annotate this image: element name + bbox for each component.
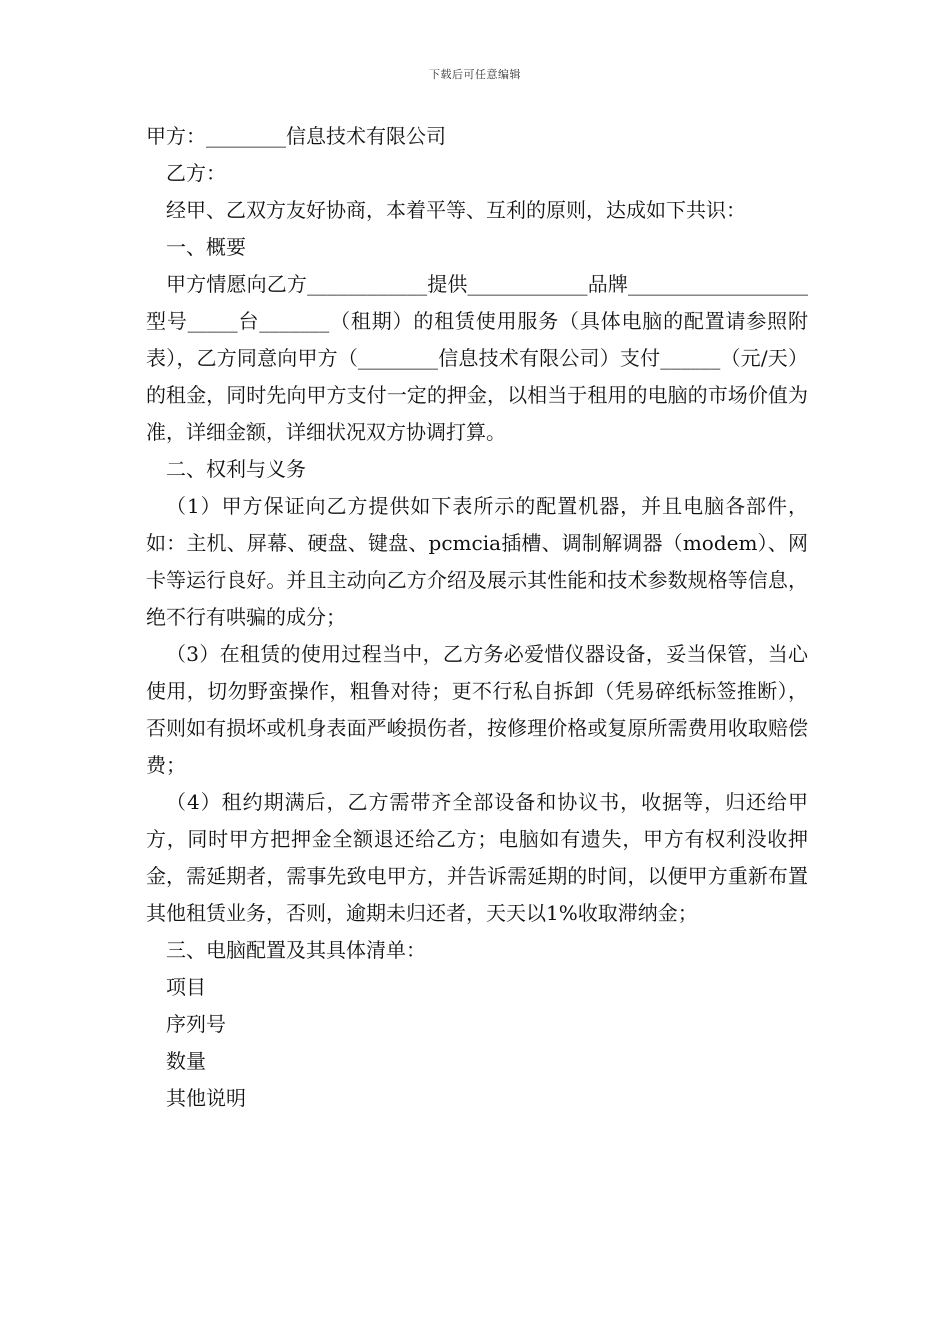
- clause-1: （1）甲方保证向乙方提供如下表所示的配置机器，并且电脑各部件，如：主机、屏幕、硬盘、键盘、pcmcia插槽、调制解调器（modem）、网卡等运行良好。并且主动向乙方介绍及展示其性能和技术参数规格等信息，绝不行有哄骗的成分；: [146, 494, 808, 629]
- header-note: 下载后可任意编辑: [429, 68, 521, 81]
- list-item-project: 项目: [166, 975, 206, 999]
- party-a-line: 甲方：________信息技术有限公司: [146, 124, 446, 148]
- clause-3: （3）在租赁的使用过程当中，乙方务必爱惜仪器设备，妥当保管，当心使用，切勿野蛮操作，粗鲁对待；更不行私自拆卸（凭易碎纸标签推断），否则如有损坏或机身表面严峻损伤者，按修理价格或复原所需费用收取赔偿费；: [146, 642, 808, 777]
- agreement-intro: 经甲、乙双方友好协商，本着平等、互利的原则，达成如下共识：: [166, 198, 746, 222]
- document-body: [146, 118, 808, 1117]
- section-heading-overview: 一、概要: [166, 235, 246, 259]
- clause-4: （4）租约期满后，乙方需带齐全部设备和协议书，收据等，归还给甲方，同时甲方把押金全额退还给乙方；电脑如有遗失，甲方有权利没收押金，需延期者，需事先致电甲方，并告诉需延期的时间，以便甲方重新布置其他租赁业务，否则，逾期未归还者，天天以1%收取滞纳金；: [146, 790, 808, 925]
- overview-paragraph: 甲方情愿向乙方____________提供____________品牌__________________型号_____台_______（租期）的租赁使用服务（具体电脑的配置请参照附表），乙方同意向甲方（________信息技术有限公司）支付______（元/天）的租金，同时先向甲方支付一定的押金，以相当于租用的电脑的市场价值为准，详细金额，详细状况双方协调打算。: [146, 272, 808, 444]
- section-heading-config: 三、电脑配置及其具体清单：: [166, 938, 426, 962]
- list-item-notes: 其他说明: [166, 1086, 246, 1110]
- section-heading-rights: 二、权利与义务: [166, 457, 306, 481]
- list-item-serial: 序列号: [166, 1012, 226, 1036]
- party-b-line: 乙方：: [166, 161, 226, 185]
- list-item-quantity: 数量: [166, 1049, 206, 1073]
